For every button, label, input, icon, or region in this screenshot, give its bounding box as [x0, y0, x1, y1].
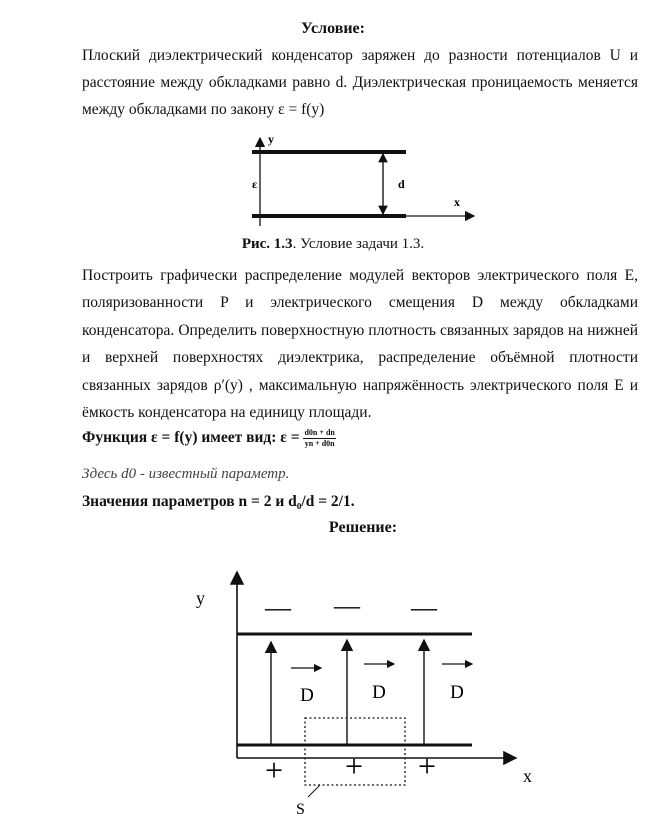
task-line: и верхней поверхностях диэлектрика, распределение объёмной плотности	[82, 349, 638, 367]
positive-charge: +	[264, 752, 284, 788]
task-paragraph	[82, 262, 638, 426]
condition-heading: Условие:	[301, 20, 365, 37]
d-label: D	[300, 685, 314, 706]
parameter-note: Здесь d0 - известный параметр.	[82, 466, 290, 482]
fig1-x-label: x	[454, 195, 460, 209]
condition-figure	[240, 130, 480, 230]
fig2-y-label: y	[196, 588, 205, 608]
solution-heading: Решение:	[328, 519, 398, 536]
fraction-numerator: d0n + dn	[304, 428, 335, 437]
task-line: связанных зарядов ρ′(y) , максимальную напряжённость электрического поля E и	[82, 376, 638, 394]
task-line: конденсатора. Определить поверхностную плотность связанных зарядов на нижней	[82, 321, 638, 339]
fig2-x-label: x	[523, 766, 532, 786]
s-leader-line	[308, 785, 320, 797]
fig1-eps-label: ε	[252, 177, 258, 191]
fraction-denominator: yn + d0n	[304, 439, 335, 448]
s-label: S	[296, 801, 305, 818]
fig1-d-label: d	[398, 177, 405, 191]
d-label: D	[450, 682, 464, 703]
task-line: Построить графически распределение модулей векторов электрического поля E,	[82, 267, 638, 284]
intro-line: между обкладками по закону ε = f(y)	[82, 101, 325, 118]
solution-figure	[180, 560, 560, 818]
function-definition	[82, 428, 336, 449]
positive-charge: +	[417, 748, 437, 784]
task-line: ёмкость конденсатора на единицу площади.	[82, 404, 372, 422]
negative-charge: —	[411, 593, 437, 622]
figure-caption	[0, 236, 666, 253]
task-line: поляризованности P и электрического смещения D между обкладками	[82, 294, 638, 312]
fig1-y-label: y	[268, 132, 274, 146]
negative-charge: —	[265, 593, 291, 622]
function-fraction	[303, 428, 335, 449]
intro-line: Плоский диэлектрический конденсатор заряжен до разности потенциалов U и	[82, 47, 638, 64]
d-label: D	[372, 682, 386, 703]
positive-charge: +	[344, 748, 364, 784]
negative-charge: —	[334, 591, 360, 620]
intro-paragraph	[82, 42, 638, 123]
function-label: Функция ε = f(y) имеет вид: ε =	[82, 429, 300, 447]
intro-line: расстояние между обкладками равно d. Диэлектрическая проницаемость меняется	[82, 74, 638, 91]
caption-label: Рис. 1.3	[241, 236, 293, 252]
parameter-values: Значения параметров n = 2 и d₀/d = 2/1.	[82, 493, 355, 510]
caption-text: . Условие задачи 1.3.	[292, 236, 425, 252]
